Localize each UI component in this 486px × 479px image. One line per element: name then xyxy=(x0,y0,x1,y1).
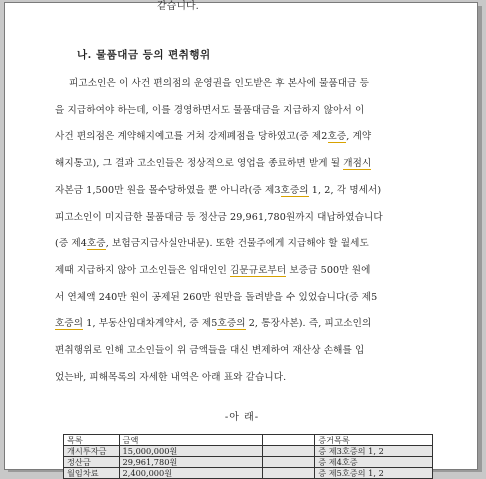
paragraph-text: 자본금 1,500만 원을 몰수당하였을 뿐 아니라(증 제3 xyxy=(55,184,281,196)
damage-table xyxy=(63,434,433,479)
paragraph-line xyxy=(55,75,443,89)
underlined-text: 개점시 xyxy=(343,158,372,170)
paragraph-line xyxy=(55,235,443,249)
cell-item: 개시투자금 xyxy=(64,446,120,457)
paragraph-text: (증 제4 xyxy=(55,238,87,250)
cell-item: 월임차료 xyxy=(64,468,120,479)
header-blank xyxy=(263,435,315,446)
underlined-text: 호증 xyxy=(327,131,347,143)
paragraph-text: 서 연체액 240만 원이 공제된 260만 원만을 돌려받을 수 있었습니다(증 제5 xyxy=(55,291,378,303)
paragraph-text: 보증금 500만 원에 xyxy=(286,264,371,276)
paragraph-text: 1, 2, 각 명세서) xyxy=(308,184,382,196)
paragraph-line xyxy=(55,182,443,196)
underlined-text: 호증의 xyxy=(55,318,84,330)
cell-amount: 29,961,780원 xyxy=(119,457,263,468)
paragraph-line xyxy=(55,342,443,356)
paragraph-line xyxy=(55,209,443,223)
header-item: 목록 xyxy=(64,435,120,446)
document-body xyxy=(5,1,477,478)
paragraph-line xyxy=(55,369,443,383)
previous-text-fragment: 같습니다. xyxy=(157,1,199,12)
cell-amount: 15,000,000원 xyxy=(119,446,263,457)
paragraph-text: 피고소인이 미지급한 물품대금 등 정산금 29,961,780원까지 대납하였습니다 xyxy=(55,211,383,223)
paragraph-text: 었는바, 피해목록의 자세한 내역은 아래 표와 같습니다. xyxy=(55,371,287,383)
underlined-text: 호증의 xyxy=(280,184,309,196)
paragraph-line xyxy=(55,289,443,303)
cell-evidence: 증 제4호증 xyxy=(315,457,433,468)
paragraph-text: , 계약 xyxy=(346,131,372,143)
list-heading: -아 래- xyxy=(224,412,260,423)
paragraph-line xyxy=(55,315,443,329)
header-amount: 금액 xyxy=(119,435,263,446)
cell-amount: 2,400,000원 xyxy=(119,468,263,479)
cell-evidence: 증 제5호증의 1, 2 xyxy=(315,468,433,479)
table-row xyxy=(64,457,433,468)
underlined-text: 호증 xyxy=(86,238,106,250)
table-row xyxy=(64,446,433,457)
header-evidence: 증거목록 xyxy=(315,435,433,446)
cell-blank xyxy=(263,468,315,479)
cell-blank xyxy=(263,446,315,457)
document-page xyxy=(4,1,478,478)
paragraph-line xyxy=(55,102,443,116)
underlined-text: 김문규로부터 xyxy=(230,264,287,276)
paragraph-text: 을 지급하여야 하는데, 이를 경영하면서도 물품대금을 지급하지 않아서 이 xyxy=(55,104,365,116)
paragraph-text: 해지통고), 그 결과 고소인들은 정상적으로 영업을 종료하면 받게 될 xyxy=(55,158,344,170)
paragraph-text: 편취행위로 인해 고소인들이 위 금액들을 대신 변제하여 재산상 손해를 입 xyxy=(55,345,365,356)
paragraph-text: 사건 편의점은 계약해지예고를 거쳐 강제폐점을 당하였고(증 제2 xyxy=(55,131,328,143)
paragraph-line xyxy=(55,155,443,169)
underlined-text: 호증의 xyxy=(217,318,246,330)
paragraph-line xyxy=(55,262,443,276)
paragraph-text: 2, 통장사본). 즉, 피고소인의 xyxy=(245,318,372,330)
paragraph-line xyxy=(55,128,443,142)
paragraph-text: 제때 지급하지 않아 고소인들은 임대인인 xyxy=(55,264,230,276)
cell-item: 정산금 xyxy=(64,457,120,468)
paragraph-text: , 보험금지급사실안내문). 또한 건물주에게 지급해야 할 월세도 xyxy=(105,238,369,250)
cell-evidence: 증 제3호증의 1, 2 xyxy=(315,446,433,457)
cell-blank xyxy=(263,457,315,468)
paragraph-text: 피고소인은 이 사건 편의점의 운영권을 인도받은 후 본사에 물품대금 등 xyxy=(69,78,370,89)
table-header-row xyxy=(64,435,433,446)
paragraph-text: 1, 부동산임대차계약서, 증 제5 xyxy=(83,318,218,330)
table-row xyxy=(64,468,433,479)
section-heading: 나. 물품대금 등의 편취행위 xyxy=(77,49,211,61)
